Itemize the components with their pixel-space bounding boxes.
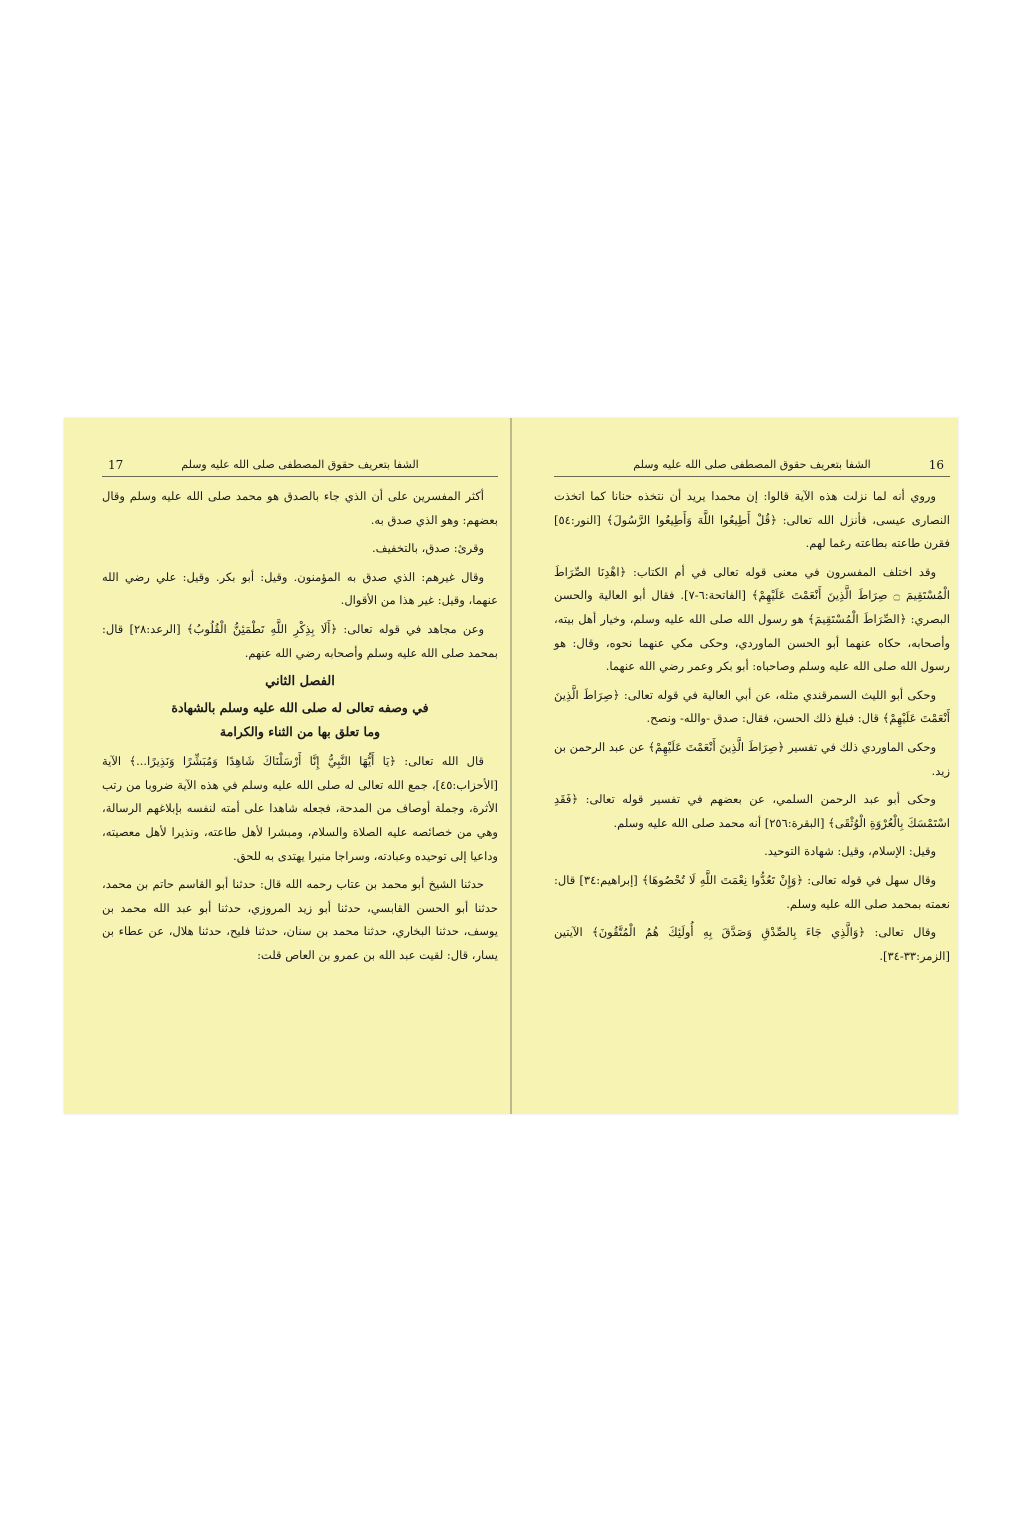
page-body	[554, 485, 950, 968]
paragraph: وقيل: الإسلام، وقيل: شهادة التوحيد.	[764, 844, 936, 859]
running-head	[102, 454, 498, 477]
chapter-subtitle-line: وما تعلق بها من الثناء والكرامة	[219, 724, 381, 740]
paragraph: وروي أنه لما نزلت هذه الآية قالوا: إن محمدا يريد أن نتخذه حنانا كما اتخذت النصارى عيسى، فأنزل الله تعالى: ﴿قُلْ أَطِيعُوا اللَّهَ وَأَطِيعُوا الرَّسُولَ﴾ [النور:٥٤] فقرن طاعته بطاعته رغما لهم.	[554, 489, 950, 551]
paragraph: وقال تعالى: ﴿وَالَّذِي جَاءَ بِالصِّدْقِ وَصَدَّقَ بِهِ أُولَئِكَ هُمُ الْمُتَّقُونَ﴾ الآيتين [الزمر:٣٣-٣٤].	[554, 925, 950, 963]
page-17	[102, 454, 498, 973]
book-spread	[64, 418, 958, 1114]
chapter-subtitle-line: في وصفه تعالى له صلى الله عليه وسلم بالشهادة	[171, 700, 429, 716]
running-head	[554, 454, 950, 477]
page-body	[102, 485, 498, 968]
paragraph: وقال سهل في قوله تعالى: ﴿وَإِنْ تَعُدُّوا نِعْمَتَ اللَّهِ لَا تُحْصُوهَا﴾ [إبراهيم:٣٤] قال: نعمته بمحمد صلى الله عليه وسلم.	[554, 872, 950, 911]
paragraph: حدثنا الشيخ أبو محمد بن عتاب رحمه الله قال: حدثنا أبو القاسم حاتم بن محمد، حدثنا أبو الحسن القابسي، حدثنا أبو زيد المروزي، حدثنا أبو عبد الله محمد بن يوسف، حدثنا البخاري، حدثنا محمد بن سنان، حدثنا فليح، حدثنا هلال، عن عطاء بن يسار، قال: لقيت عبد الله بن عمرو بن العاص قلت:	[102, 877, 498, 962]
paragraph: وقد اختلف المفسرون في معنى قوله تعالى في أم الكتاب: ﴿اهْدِنَا الصِّرَاطَ الْمُسْتَقِيمَ ۝ صِرَاطَ الَّذِينَ أَنْعَمْتَ عَلَيْهِمْ﴾ [الفاتحة:٦-٧]. فقال أبو العالية والحسن البصري: ﴿الصِّرَاطَ الْمُسْتَقِيمَ﴾ هو رسول الله صلى الله عليه وسلم، وخيار أهل بيته، وأصحابه، حكاه عنهما أبو الحسن الماوردي، وحكى مكي عنهما نحوه، وقال: هو رسول الله صلى الله عليه وسلم وصاحباه: أبو بكر وعمر رضي الله عنهما.	[554, 564, 950, 674]
running-head-title: الشفا بتعريف حقوق المصطفى صلى الله عليه وسلم	[633, 458, 871, 471]
chapter-subtitle	[102, 696, 498, 744]
page-gutter	[510, 418, 512, 1114]
page-number: 17	[108, 458, 124, 472]
chapter-title: الفصل الثاني	[265, 674, 335, 690]
page-number: 16	[928, 458, 944, 472]
paragraph: وعن مجاهد في قوله تعالى: ﴿أَلَا بِذِكْرِ اللَّهِ تَطْمَئِنُّ الْقُلُوبُ﴾ [الرعد:٢٨] قال: بمحمد صلى الله عليه وسلم وأصحابه رضي الله عنهم.	[102, 621, 498, 660]
running-head-title: الشفا بتعريف حقوق المصطفى صلى الله عليه وسلم	[181, 458, 419, 471]
paragraph: أكثر المفسرين على أن الذي جاء بالصدق هو محمد صلى الله عليه وسلم وقال بعضهم: وهو الذي صدق به.	[102, 489, 498, 527]
page-16	[554, 454, 950, 973]
paragraph: وقرئ: صدق، بالتخفيف.	[372, 541, 484, 556]
paragraph: قال الله تعالى: ﴿يَا أَيُّهَا النَّبِيُّ إِنَّا أَرْسَلْنَاكَ شَاهِدًا وَمُبَشِّرًا وَنَذِيرًا...﴾ الآية [الأحزاب:٤٥]، جمع الله تعالى له صلى الله عليه وسلم في هذه الآية ضروبا من رتب الأثرة، وجملة أوصاف من المدحة، فجعله شاهدا على أمته لنفسه بإبلاغهم الرسالة، وهي من خصائصه عليه الصلاة والسلام، ومبشرا لأهل طاعته، ونذيرا لأهل معصيته، وداعيا إلى توحيده وعبادته، وسراجا منيرا يهتدى به للحق.	[102, 754, 498, 863]
paragraph: وحكى أبو الليث السمرقندي مثله، عن أبي العالية في قوله تعالى: ﴿صِرَاطَ الَّذِينَ أَنْعَمْتَ عَلَيْهِمْ﴾ قال: فبلغ ذلك الحسن، فقال: صدق -والله- ونصح.	[554, 687, 950, 726]
paragraph: وحكى أبو عبد الرحمن السلمي، عن بعضهم في تفسير قوله تعالى: ﴿فَقَدِ اسْتَمْسَكَ بِالْعُرْوَةِ الْوُثْقَى﴾ [البقرة:٢٥٦] أنه محمد صلى الله عليه وسلم.	[554, 792, 950, 830]
paragraph: وقال غيرهم: الذي صدق به المؤمنون. وقيل: أبو بكر. وقيل: علي رضي الله عنهما، وقيل: غير هذا من الأقوال.	[102, 569, 498, 608]
paragraph: وحكى الماوردي ذلك في تفسير ﴿صِرَاطَ الَّذِينَ أَنْعَمْتَ عَلَيْهِمْ﴾ عن عبد الرحمن بن زيد.	[554, 739, 950, 778]
